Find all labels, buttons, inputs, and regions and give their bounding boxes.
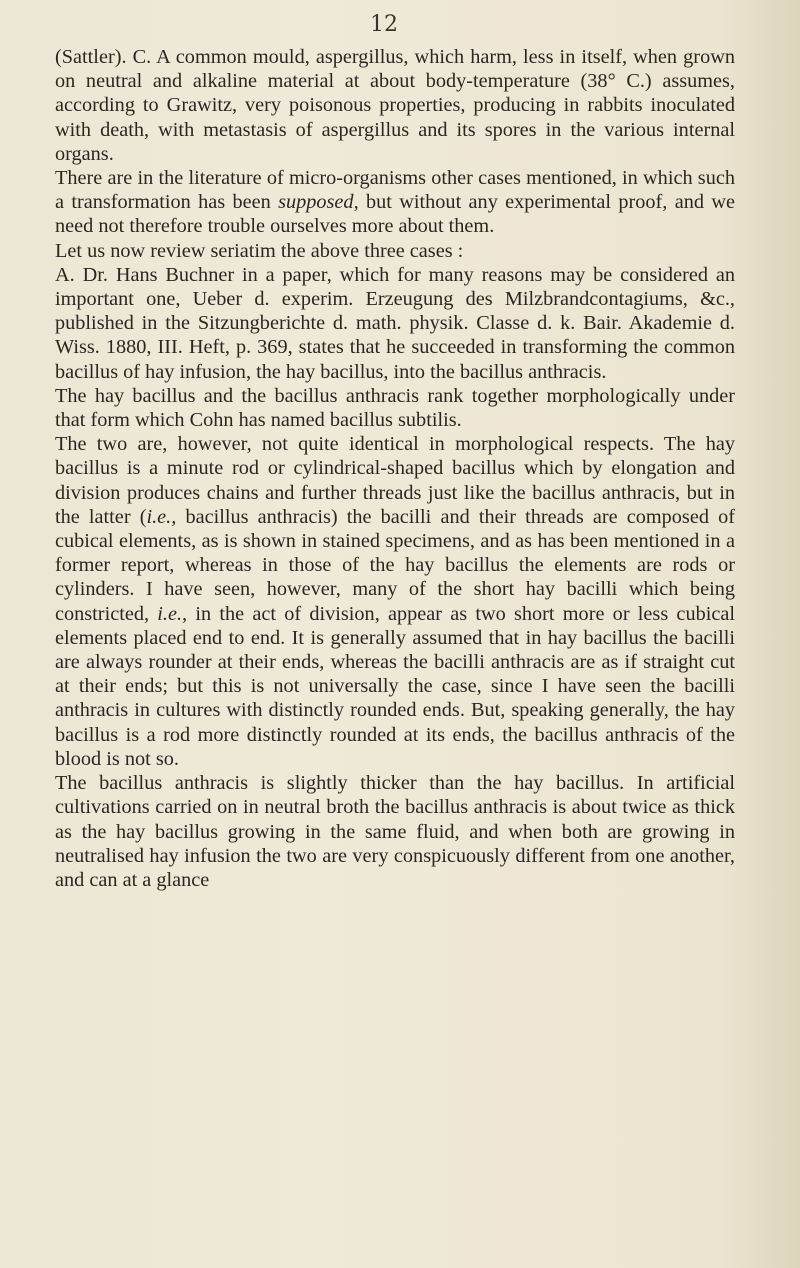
paragraph-thickness: The bacillus anthracis is slightly thicker than the hay bacillus. In artificial cultivations carried on in neutral broth the bacillus anthracis is about twice as thick as the hay bacillus growing in the same fluid, and when both are growing in neutralised hay infusion the two are very conspicuously different from one another, and can at a glance [55, 772, 735, 891]
paragraph-text: The two are, however, not quite identical in morphological respects. The hay bacillus is a minute rod or cylindrical-shaped bacillus which by elongation and division produces chains and further threads just like the bacillus anthracis, but in the latter ( [55, 433, 735, 528]
paragraph-text: bacillus anthracis) the bacilli and their threads are composed of cubical elements, as is shown in stained specimens, and as has been mentioned in a former report, whereas in those of the hay bacillus the elements are rods or cylinders. I have seen, however, many of the short hay bacilli which being constricted, [55, 505, 735, 625]
body-text [55, 45, 735, 892]
paragraph-review: Let us now review seriatim the above three cases : [55, 239, 464, 262]
emphasis-text: supposed, [278, 191, 359, 214]
paragraph-morphology [55, 432, 735, 771]
paragraph-buchner: A. Dr. Hans Buchner in a paper, which for many reasons may be considered an important one, Ueber d. experim. Erzeugung des Milzbrandcontagiums, &c., published in the Sitzungberichte d. math. physik. Classe d. k. Bair. Akademie d. Wiss. 1880, III. Heft, p. 369, states that he succeeded in transforming the common bacillus of hay infusion, the hay bacillus, into the bacillus anthracis. [55, 263, 735, 383]
paragraph-aspergillus: (Sattler). C. A common mould, aspergillus, which harm, less in itself, when grown on neutral and alkaline material at about body-temperature (38° C.) assumes, according to Grawitz, very poisonous properties, producing in rabbits inoculated with death, with metastasis of aspergillus and its spores in the various internal organs. [55, 46, 735, 165]
paragraph-text: in the act of division, appear as two short more or less cubical elements placed end to end. It is generally assumed that in hay bacillus the bacilli are always rounder at their ends, whereas the bacilli anthracis are as if straight cut at their ends; but this is not universally the case, since I have seen the bacilli anthracis in cultures with distinctly rounded ends. But, speaking generally, the hay bacillus is a rod more distinctly rounded at its ends, the bacillus anthracis of the blood is not so. [55, 602, 735, 770]
paragraph-text: There are in the literature of micro-organisms other cases mentioned, in which such a transformation has been [55, 167, 735, 214]
paragraph-text: but without any experimental proof, and we need not therefore trouble ourselves more about them. [55, 191, 735, 238]
page-number: 12 [370, 12, 398, 37]
paragraph-hay-bacillus: The hay bacillus and the bacillus anthracis rank together morphologically under that form which Cohn has named bacillus subtilis. [55, 384, 735, 432]
paragraph-literature [55, 166, 735, 239]
emphasis-text: i.e., [157, 602, 188, 625]
emphasis-text: i.e., [146, 505, 177, 528]
